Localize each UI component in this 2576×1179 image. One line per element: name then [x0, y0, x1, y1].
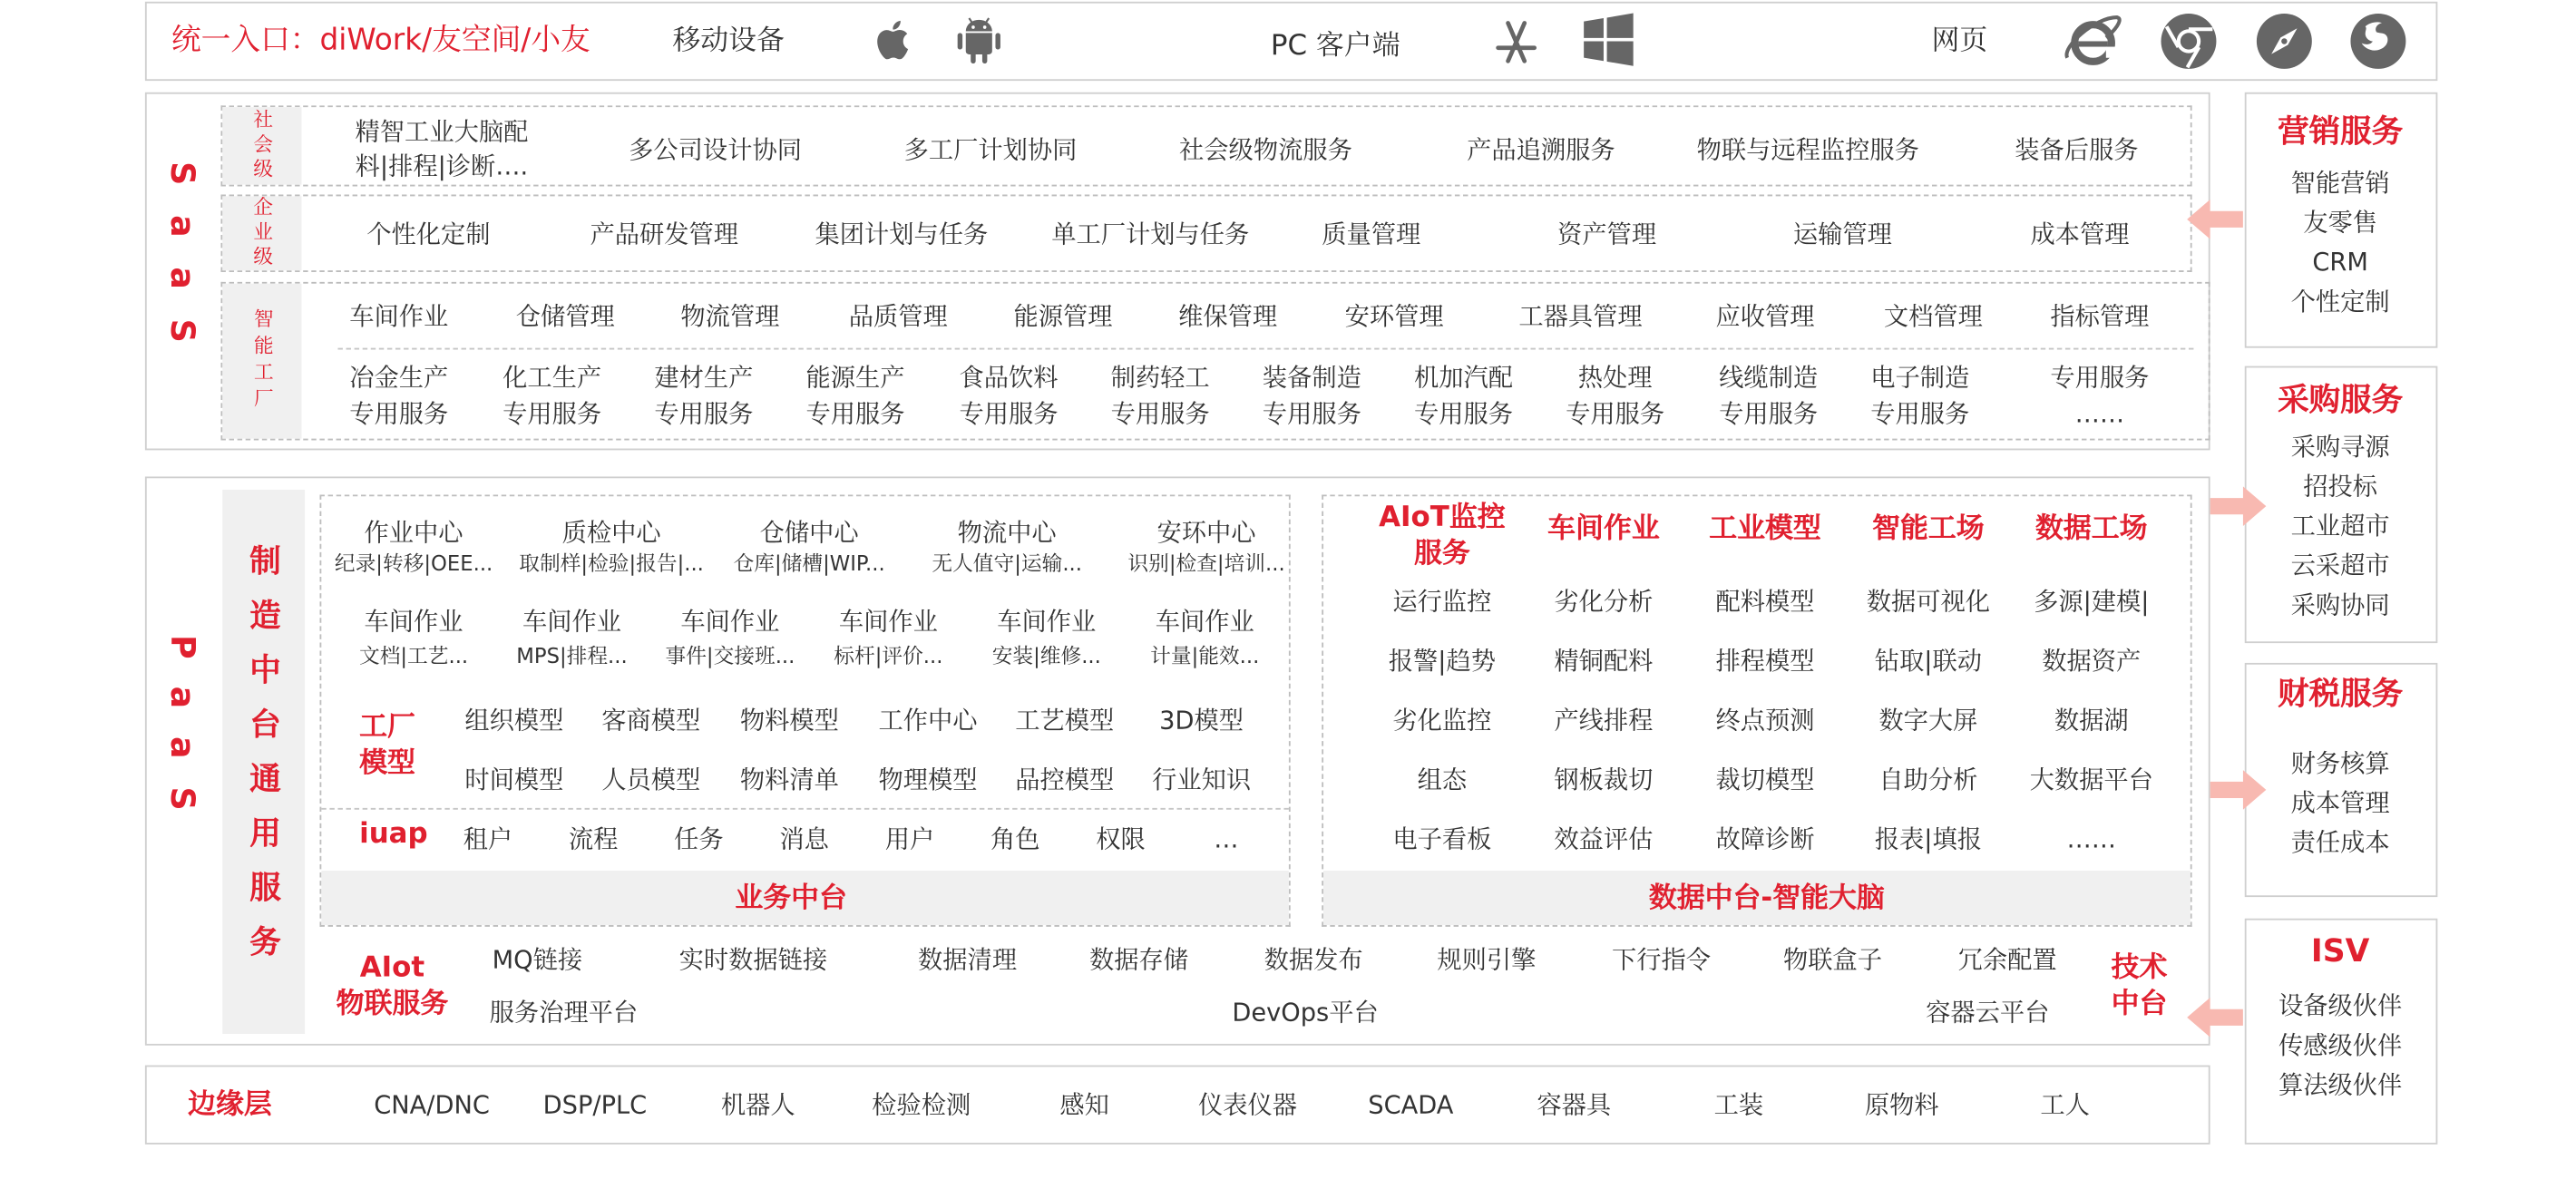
- factory-special-service: 装备制造 专用服务: [1262, 363, 1361, 429]
- factory-special-service: 化工生产 专用服务: [503, 363, 602, 429]
- arrow-right-purchase-icon: [2210, 485, 2267, 528]
- iot-item: 物联盒子: [1782, 944, 1883, 975]
- data-cell: 运行监控: [1392, 587, 1492, 618]
- iuap-item: 租户: [463, 824, 513, 854]
- factory-item: 能源管理: [1013, 301, 1113, 332]
- data-cell: 产线排程: [1554, 706, 1654, 736]
- enterprise-item-3: 单工厂计划与任务: [1051, 219, 1250, 249]
- edge-item: 原物料: [1864, 1089, 1939, 1120]
- data-cell: 钢板裁切: [1554, 765, 1654, 795]
- workshop-title: 车间作业: [680, 607, 780, 637]
- center-subtitle: 识别|检查|培训...: [1127, 551, 1285, 576]
- workshop-subtitle: 安装|维修...: [991, 643, 1101, 668]
- data-cell: 效益评估: [1554, 824, 1654, 854]
- model-item: 物料清单: [739, 765, 839, 795]
- model-item: 物理模型: [878, 765, 978, 795]
- edge-item: DSP/PLC: [542, 1089, 648, 1120]
- model-item: 工艺模型: [1015, 706, 1115, 736]
- isv-item: 设备级伙伴: [2278, 990, 2403, 1021]
- factory-model-label: 工厂 模型: [359, 710, 415, 781]
- factory-special-service: 机加汽配 专用服务: [1413, 363, 1514, 429]
- iuap-item: 权限: [1096, 824, 1146, 854]
- model-item: 3D模型: [1159, 706, 1244, 736]
- arrow-right-finance-icon: [2210, 768, 2267, 811]
- factory-item: 车间作业: [349, 301, 449, 332]
- data-cell: 配料模型: [1715, 587, 1815, 618]
- marketing-item: 个性定制: [2290, 287, 2390, 317]
- purchase-item: 采购协同: [2290, 590, 2390, 620]
- model-item: 物料模型: [739, 706, 839, 736]
- finance-item: 成本管理: [2290, 788, 2390, 818]
- finance-item: 责任成本: [2290, 827, 2390, 858]
- data-cell: 报表|填报: [1874, 824, 1982, 854]
- center-subtitle: 仓库|储槽|WIP...: [733, 551, 885, 576]
- factory-label: [222, 284, 301, 439]
- workshop-subtitle: 标杆|评价...: [834, 643, 943, 668]
- edge-item: 仪表仪器: [1197, 1089, 1297, 1120]
- factory-divider: [337, 348, 2193, 350]
- social-item-5: 物联与远程监控服务: [1696, 135, 1919, 165]
- center-title: 作业中心: [364, 517, 463, 548]
- factory-special-service: 建材生产 专用服务: [654, 363, 754, 429]
- isv-item: 传感级伙伴: [2278, 1030, 2403, 1061]
- edge-item: CNA/DNC: [374, 1089, 490, 1120]
- social-item-0: 精智工业大脑配 料|排程|诊断….: [355, 117, 529, 182]
- edge-item: 感知: [1059, 1089, 1109, 1120]
- iot-item: 下行指令: [1612, 944, 1712, 975]
- iot-item: 数据发布: [1264, 944, 1363, 975]
- factory-label-text: 智能工厂: [251, 308, 275, 414]
- data-title: 数据中台-智能大脑: [1648, 882, 1885, 916]
- model-item: 组织模型: [464, 706, 564, 736]
- data-header: 工业模型: [1709, 512, 1821, 546]
- center-title: 物流中心: [957, 517, 1057, 548]
- isv-title: ISV: [2310, 933, 2370, 970]
- factory-item: 安环管理: [1344, 301, 1444, 332]
- mfg-platform-label-text: 制造中台通用服务: [244, 544, 281, 980]
- edge-item: SCADA: [1368, 1089, 1454, 1120]
- iot-item: 实时数据链接: [678, 944, 828, 975]
- workshop-title: 车间作业: [364, 607, 463, 637]
- edge-label: 边缘层: [188, 1088, 272, 1122]
- purchase-title: 采购服务: [2278, 382, 2404, 419]
- model-item: 工作中心: [878, 706, 978, 736]
- safari-icon: [2253, 10, 2316, 73]
- arrow-left-marketing-icon: [2187, 198, 2243, 240]
- purchase-item: 云采超市: [2290, 551, 2390, 581]
- mobile-label: 移动设备: [672, 24, 785, 58]
- data-cell: 组态: [1417, 765, 1468, 795]
- iot-item: MQ链接: [492, 944, 583, 975]
- center-title: 仓储中心: [759, 517, 859, 548]
- workshop-subtitle: 计量|能效...: [1150, 643, 1260, 668]
- enterprise-item-6: 运输管理: [1792, 219, 1892, 249]
- app-store-icon: [1488, 14, 1545, 70]
- enterprise-item-1: 产品研发管理: [590, 219, 739, 249]
- web-label: 网页: [1931, 24, 1988, 58]
- marketing-item: 友零售: [2303, 208, 2378, 238]
- iuap-item: …: [1214, 824, 1239, 854]
- factory-special-service: 热处理 专用服务: [1566, 363, 1665, 429]
- data-cell: 故障诊断: [1715, 824, 1815, 854]
- data-cell: 劣化分析: [1554, 587, 1654, 618]
- data-header: 智能工场: [1872, 512, 1985, 546]
- factory-special-service: 制药轻工 专用服务: [1110, 363, 1210, 429]
- apple-icon: [865, 12, 922, 68]
- center-title: 安环中心: [1156, 517, 1256, 548]
- factory-special-service: 线缆制造 专用服务: [1719, 363, 1819, 429]
- data-cell: 大数据平台: [2029, 765, 2153, 795]
- ie-icon: [2062, 10, 2124, 73]
- iot-row2-item-0: 服务治理平台: [489, 998, 639, 1028]
- edge-item: 机器人: [720, 1089, 795, 1120]
- factory-item: 维保管理: [1178, 301, 1278, 332]
- factory-item: 应收管理: [1715, 301, 1815, 332]
- enterprise-item-0: 个性化定制: [366, 219, 491, 249]
- social-item-4: 产品追溯服务: [1467, 135, 1615, 165]
- factory-item: 品质管理: [848, 301, 948, 332]
- workshop-title: 车间作业: [838, 607, 938, 637]
- edge-item: 检验检测: [872, 1089, 971, 1120]
- mfg-platform-label: [222, 490, 305, 1034]
- center-subtitle: 纪录|转移|OEE...: [334, 551, 493, 576]
- factory-special-service: 冶金生产 专用服务: [349, 363, 449, 429]
- data-cell: 钻取|联动: [1874, 646, 1982, 677]
- edge-item: 工人: [2040, 1089, 2090, 1120]
- marketing-item: CRM: [2312, 247, 2368, 278]
- iuap-divider: [321, 808, 1289, 810]
- iot-item: 数据存储: [1089, 944, 1189, 975]
- purchase-item: 工业超市: [2290, 511, 2390, 541]
- edge-item: 工装: [1713, 1089, 1764, 1120]
- factory-special-service: 能源生产 专用服务: [805, 363, 905, 429]
- iot-row2-item-1: DevOps平台: [1232, 998, 1379, 1028]
- business-title: 业务中台: [735, 882, 847, 916]
- center-subtitle: 取制样|检验|报告|...: [519, 551, 704, 576]
- data-cell: 劣化监控: [1392, 706, 1492, 736]
- workshop-title: 车间作业: [997, 607, 1097, 637]
- pc-label: PC 客户端: [1270, 29, 1400, 63]
- data-cell: 数据资产: [2042, 646, 2142, 677]
- social-label-text: 社会级: [250, 109, 274, 183]
- android-icon: [951, 12, 1007, 68]
- data-cell: 电子看板: [1392, 824, 1492, 854]
- marketing-item: 智能营销: [2290, 168, 2390, 199]
- factory-item: 物流管理: [680, 301, 780, 332]
- data-header: AIoT监控 服务: [1379, 501, 1506, 571]
- data-cell: ……: [2066, 824, 2117, 854]
- center-title: 质检中心: [561, 517, 661, 548]
- data-cell: 裁切模型: [1715, 765, 1815, 795]
- marketing-title: 营销服务: [2278, 113, 2404, 151]
- iot-label: AIot 物联服务: [336, 951, 449, 1021]
- factory-item: 文档管理: [1883, 301, 1983, 332]
- factory-item: 仓储管理: [515, 301, 615, 332]
- iuap-item: 流程: [568, 824, 619, 854]
- windows-icon: [1581, 12, 1637, 68]
- social-label: [222, 107, 301, 184]
- data-cell: 数字大屏: [1878, 706, 1978, 736]
- arrow-left-isv-icon: [2187, 996, 2243, 1038]
- workshop-subtitle: 文档|工艺...: [358, 643, 469, 668]
- enterprise-label-text: 企业级: [250, 196, 274, 271]
- workshop-title: 车间作业: [522, 607, 622, 637]
- data-cell: 报警|趋势: [1388, 646, 1496, 677]
- purchase-item: 采购寻源: [2290, 432, 2390, 463]
- data-cell: 排程模型: [1715, 646, 1815, 677]
- entry-title: 统一入口：diWork/友空间/小友: [171, 23, 590, 58]
- chrome-icon: [2157, 10, 2220, 73]
- factory-special-service: 电子制造 专用服务: [1870, 363, 1970, 429]
- iuap-item: 角色: [990, 824, 1040, 854]
- iuap-label: iuap: [359, 817, 428, 852]
- model-item: 人员模型: [601, 765, 701, 795]
- factory-special-service: 食品饮料 专用服务: [959, 363, 1059, 429]
- edge-item: 容器具: [1537, 1089, 1612, 1120]
- social-item-3: 社会级物流服务: [1179, 135, 1352, 165]
- finance-title: 财税服务: [2278, 676, 2404, 713]
- data-header: 车间作业: [1547, 512, 1660, 546]
- enterprise-item-2: 集团计划与任务: [815, 219, 989, 249]
- model-item: 时间模型: [464, 765, 564, 795]
- center-subtitle: 无人值守|运输...: [932, 551, 1082, 576]
- enterprise-item-4: 质量管理: [1322, 219, 1421, 249]
- tech-platform-label: 技术 中台: [2111, 951, 2168, 1021]
- enterprise-item-7: 成本管理: [2030, 219, 2130, 249]
- iuap-item: 任务: [674, 824, 724, 854]
- purchase-item: 招投标: [2303, 472, 2378, 502]
- model-item: 行业知识: [1152, 765, 1252, 795]
- iuap-item: 消息: [779, 824, 829, 854]
- saas-label-text: SaaS: [162, 161, 203, 373]
- social-item-2: 多工厂计划协同: [903, 135, 1078, 165]
- iot-row2-item-2: 容器云平台: [1926, 998, 2050, 1028]
- social-item-1: 多公司设计协同: [629, 135, 802, 165]
- data-cell: 自助分析: [1878, 765, 1978, 795]
- data-cell: 终点预测: [1715, 706, 1815, 736]
- finance-item: 财务核算: [2290, 748, 2390, 779]
- paas-label-text: PaaS: [162, 635, 203, 840]
- iot-item: 数据清理: [918, 944, 1018, 975]
- iuap-item: 用户: [884, 824, 935, 854]
- factory-item: 指标管理: [2050, 301, 2150, 332]
- model-item: 品控模型: [1015, 765, 1115, 795]
- social-item-6: 装备后服务: [2015, 135, 2139, 165]
- data-cell: 数据湖: [2054, 706, 2129, 736]
- workshop-title: 车间作业: [1155, 607, 1254, 637]
- saas-label: [158, 151, 208, 383]
- model-item: 客商模型: [601, 706, 701, 736]
- workshop-subtitle: 事件|交接班...: [665, 643, 795, 668]
- iot-item: 冗余配置: [1957, 944, 2057, 975]
- enterprise-item-5: 资产管理: [1557, 219, 1657, 249]
- factory-special-service: 专用服务 ……: [2050, 363, 2150, 429]
- data-cell: 数据可视化: [1866, 587, 1991, 618]
- data-cell: 多源|建模|: [2034, 587, 2150, 618]
- firefox-icon: [2347, 10, 2409, 73]
- data-cell: 精铜配料: [1554, 646, 1654, 677]
- iot-item: 规则引擎: [1437, 944, 1537, 975]
- data-header: 数据工场: [2034, 512, 2148, 546]
- paas-label: [158, 613, 208, 861]
- isv-item: 算法级伙伴: [2278, 1070, 2403, 1100]
- enterprise-label: [222, 196, 301, 270]
- workshop-subtitle: MPS|排程...: [516, 643, 628, 668]
- factory-item: 工器具管理: [1518, 301, 1643, 332]
